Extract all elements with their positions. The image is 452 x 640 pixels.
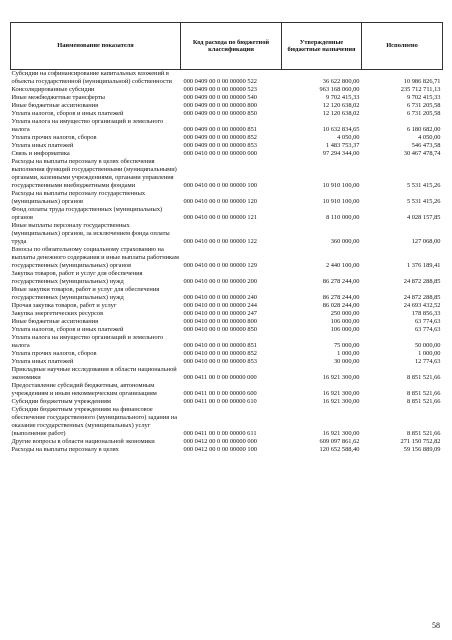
row-indicator-name: Уплата налогов, сборов и иных платежей: [11, 326, 124, 333]
row-budget-code: 000 0409 00 0 00 00000 800: [183, 102, 257, 109]
row-approved-amount: 97 294 344,00: [322, 150, 360, 157]
row-executed-amount: 9 702 415,33: [406, 94, 441, 101]
row-executed-amount: 24 872 288,85: [403, 294, 441, 301]
row-approved-amount: 10 632 834,65: [322, 126, 360, 133]
row-indicator-name: Предоставление субсидий бюджетным, автономным учреждениям и иным некоммерческим организациям: [11, 382, 157, 397]
page-number: 58: [432, 621, 440, 630]
row-approved-amount: 8 110 000,00: [326, 214, 360, 221]
header-indicator-name: Наименование показателя: [11, 23, 181, 70]
table-row: [11, 366, 443, 382]
row-approved-amount: 75 000,00: [333, 342, 360, 349]
row-budget-code: 000 0410 00 0 00 00000 100: [183, 182, 257, 189]
row-budget-code: 000 0412 00 0 00 00000 100: [183, 446, 257, 453]
row-indicator-name: Консолидированные субсидии: [11, 86, 95, 93]
row-approved-amount: 36 622 800,00: [322, 78, 360, 85]
row-executed-amount: 8 851 521,66: [406, 398, 441, 405]
row-budget-code: 000 0411 00 0 00 00000 600: [183, 390, 257, 397]
row-executed-amount: 24 872 288,85: [403, 278, 441, 285]
row-approved-amount: 1 000,00: [337, 350, 360, 357]
table-row: [11, 190, 443, 206]
row-budget-code: 000 0410 00 0 00 00000 120: [183, 198, 257, 205]
row-executed-amount: 8 851 521,66: [406, 374, 441, 381]
row-approved-amount: 4 050,00: [337, 134, 360, 141]
row-indicator-name: Уплата прочих налогов, сборов: [11, 350, 97, 357]
row-budget-code: 000 0410 00 0 00 00000 129: [183, 262, 257, 269]
row-executed-amount: 1 376 189,41: [406, 262, 441, 269]
table-row: [11, 406, 443, 438]
row-executed-amount: 6 731 205,58: [406, 110, 441, 117]
row-approved-amount: 16 921 300,00: [322, 390, 360, 397]
row-indicator-name: Расходы на выплаты персоналу государственных (муниципальных) органов: [11, 190, 146, 205]
row-indicator-name: Уплата налогов, сборов и иных платежей: [11, 110, 124, 117]
table-row: [11, 270, 443, 286]
row-indicator-name: Закупка товаров, работ и услуг для обеспечения государственных (муниципальных) нужд: [11, 270, 143, 285]
row-approved-amount: 86 278 244,00: [322, 278, 360, 285]
row-executed-amount: 5 531 415,26: [406, 182, 441, 189]
table-row: [11, 142, 443, 150]
row-budget-code: 000 0409 00 0 00 00000 850: [183, 110, 257, 117]
row-indicator-name: Иные бюджетные ассигнования: [11, 318, 99, 325]
row-indicator-name: Прикладные научные исследования в области национальной экономики: [11, 366, 177, 381]
table-row: [11, 438, 443, 446]
row-budget-code: 000 0410 00 0 00 00000 247: [183, 310, 257, 317]
row-indicator-name: Иные бюджетные ассигнования: [11, 102, 99, 109]
row-budget-code: 000 0410 00 0 00 00000 000: [183, 150, 257, 157]
table-row: [11, 222, 443, 246]
table-row: [11, 118, 443, 134]
row-executed-amount: 63 774,63: [414, 326, 441, 333]
row-executed-amount: 1 000,00: [418, 350, 441, 357]
row-executed-amount: 546 473,58: [411, 142, 441, 149]
table-body: [11, 70, 443, 455]
row-executed-amount: 6 731 205,58: [406, 102, 441, 109]
row-executed-amount: 10 986 826,71: [403, 78, 441, 85]
row-executed-amount: 127 068,00: [411, 238, 441, 245]
row-executed-amount: 4 028 157,85: [406, 214, 441, 221]
row-approved-amount: 9 702 415,33: [325, 94, 360, 101]
table-row: [11, 246, 443, 270]
row-budget-code: 000 0410 00 0 00 00000 853: [183, 358, 257, 365]
header-approved-amount: Утвержденные бюджетные назначения: [282, 23, 362, 70]
row-approved-amount: 609 097 861,62: [319, 438, 360, 445]
row-approved-amount: 106 000,00: [330, 318, 360, 325]
table-row: [11, 326, 443, 334]
table-row: [11, 382, 443, 398]
row-budget-code: 000 0411 00 0 00 00000 000: [183, 374, 257, 381]
table-row: [11, 350, 443, 358]
row-approved-amount: 10 910 100,00: [322, 198, 360, 205]
table-row: [11, 110, 443, 118]
row-approved-amount: 86 278 244,00: [322, 294, 360, 301]
table-row: [11, 286, 443, 302]
table-row: [11, 150, 443, 158]
row-budget-code: 000 0410 00 0 00 00000 800: [183, 318, 257, 325]
table-row: [11, 158, 443, 190]
row-budget-code: 000 0411 00 0 00 00000 610: [183, 398, 257, 405]
row-budget-code: 000 0410 00 0 00 00000 852: [183, 350, 257, 357]
row-budget-code: 000 0410 00 0 00 00000 850: [183, 326, 257, 333]
row-executed-amount: 30 467 478,74: [403, 150, 441, 157]
row-indicator-name: Субсидии на софинансирование капитальных вложений в объекты государственной (муниципальной) собственности: [11, 70, 172, 85]
row-approved-amount: 120 652 588,40: [319, 446, 360, 453]
row-budget-code: 000 0410 00 0 00 00000 200: [183, 278, 257, 285]
row-indicator-name: Иные закупки товаров, работ и услуг для обеспечения государственных (муниципальных) нужд: [11, 286, 160, 301]
row-budget-code: 000 0410 00 0 00 00000 121: [183, 214, 257, 221]
row-indicator-name: Взносы по обязательному социальному страхованию на выплаты денежного содержания и иные выплаты работникам государственных (муниципальных) органов: [11, 246, 179, 269]
row-approved-amount: 16 921 300,00: [322, 398, 360, 405]
row-approved-amount: 1 483 753,37: [325, 142, 360, 149]
row-executed-amount: 24 693 432,52: [403, 302, 441, 309]
row-approved-amount: 2 440 100,00: [325, 262, 360, 269]
table-row: [11, 134, 443, 142]
table-row: [11, 86, 443, 94]
row-budget-code: 000 0409 00 0 00 00000 523: [183, 86, 257, 93]
table-row: [11, 310, 443, 318]
row-indicator-name: Расходы на выплаты персоналу в целях обеспечения выполнения функций государственными (муниципальными) органами, казенными учреждениями, органами управления государственными внебюджетными фондами: [11, 158, 177, 189]
row-indicator-name: Иные межбюджетные трансферты: [11, 94, 105, 101]
table-row: [11, 206, 443, 222]
row-indicator-name: Расходы на выплаты персоналу в целях: [11, 446, 119, 453]
table-row: [11, 358, 443, 366]
row-indicator-name: Уплата налога на имущество организаций и земельного налога: [11, 118, 164, 133]
row-budget-code: 000 0409 00 0 00 00000 851: [183, 126, 257, 133]
row-indicator-name: Субсидии бюджетным учреждениям на финансовое обеспечение государственного (муниципального) задания на оказание государственных (муниципальных) услуг (выполнение работ): [11, 406, 178, 437]
row-executed-amount: 235 712 711,13: [400, 86, 441, 93]
row-budget-code: 000 0412 00 0 00 00000 000: [183, 438, 257, 445]
row-indicator-name: Иные выплаты персоналу государственных (муниципальных) органов, за исключением фонда оплаты труда: [11, 222, 170, 245]
row-indicator-name: Субсидии бюджетным учреждениям: [11, 398, 111, 405]
budget-execution-table: [10, 22, 443, 454]
row-approved-amount: 360 000,00: [330, 238, 360, 245]
row-executed-amount: 5 531 415,26: [406, 198, 441, 205]
row-executed-amount: 6 180 682,00: [406, 126, 441, 133]
row-budget-code: 000 0410 00 0 00 00000 851: [183, 342, 257, 349]
table-row: [11, 70, 443, 87]
table-row: [11, 398, 443, 406]
header-budget-code: Код расхода по бюджетной классификации: [181, 23, 282, 70]
row-executed-amount: 12 774,63: [414, 358, 441, 365]
row-indicator-name: Связь и информатика: [11, 150, 70, 157]
row-budget-code: 000 0410 00 0 00 00000 244: [183, 302, 257, 309]
table-row: [11, 102, 443, 110]
table-header: [11, 23, 443, 70]
row-executed-amount: 8 851 521,66: [406, 390, 441, 397]
row-budget-code: 000 0411 00 0 00 00000 611: [183, 430, 257, 437]
row-indicator-name: Уплата иных платежей: [11, 142, 74, 149]
row-executed-amount: 59 156 889,09: [403, 446, 441, 453]
row-indicator-name: Уплата налога на имущество организаций и земельного налога: [11, 334, 164, 349]
row-approved-amount: 10 910 100,00: [322, 182, 360, 189]
row-budget-code: 000 0409 00 0 00 00000 540: [183, 94, 257, 101]
row-approved-amount: 12 120 638,02: [322, 102, 360, 109]
row-approved-amount: 30 000,00: [333, 358, 360, 365]
table-row: [11, 318, 443, 326]
row-executed-amount: 178 856,33: [411, 310, 441, 317]
row-budget-code: 000 0410 00 0 00 00000 240: [183, 294, 257, 301]
row-indicator-name: Другие вопросы в области национальной экономики: [11, 438, 155, 445]
row-executed-amount: 8 851 521,66: [406, 430, 441, 437]
row-executed-amount: 50 000,00: [414, 342, 441, 349]
row-approved-amount: 106 000,00: [330, 326, 360, 333]
row-budget-code: 000 0409 00 0 00 00000 522: [183, 78, 257, 85]
row-executed-amount: 271 150 752,82: [400, 438, 441, 445]
table-row: [11, 334, 443, 350]
row-approved-amount: 16 921 300,00: [322, 430, 360, 437]
header-executed-amount: Исполнено: [362, 23, 443, 70]
row-budget-code: 000 0409 00 0 00 00000 852: [183, 134, 257, 141]
row-approved-amount: 16 921 300,00: [322, 374, 360, 381]
row-indicator-name: Уплата прочих налогов, сборов: [11, 134, 97, 141]
table-row: [11, 446, 443, 454]
row-approved-amount: 250 000,00: [330, 310, 360, 317]
row-indicator-name: Фонд оплаты труда государственных (муниципальных) органов: [11, 206, 163, 221]
row-executed-amount: 63 774,63: [414, 318, 441, 325]
row-indicator-name: Уплата иных платежей: [11, 358, 74, 365]
row-approved-amount: 12 120 638,02: [322, 110, 360, 117]
row-indicator-name: Закупка энергетических ресурсов: [11, 310, 104, 317]
row-budget-code: 000 0410 00 0 00 00000 122: [183, 238, 257, 245]
row-approved-amount: 963 168 060,00: [319, 86, 360, 93]
row-indicator-name: Прочая закупка товаров, работ и услуг: [11, 302, 117, 309]
table-row: [11, 94, 443, 102]
row-approved-amount: 86 028 244,00: [322, 302, 360, 309]
row-executed-amount: 4 050,00: [418, 134, 441, 141]
row-budget-code: 000 0409 00 0 00 00000 853: [183, 142, 257, 149]
table-row: [11, 302, 443, 310]
